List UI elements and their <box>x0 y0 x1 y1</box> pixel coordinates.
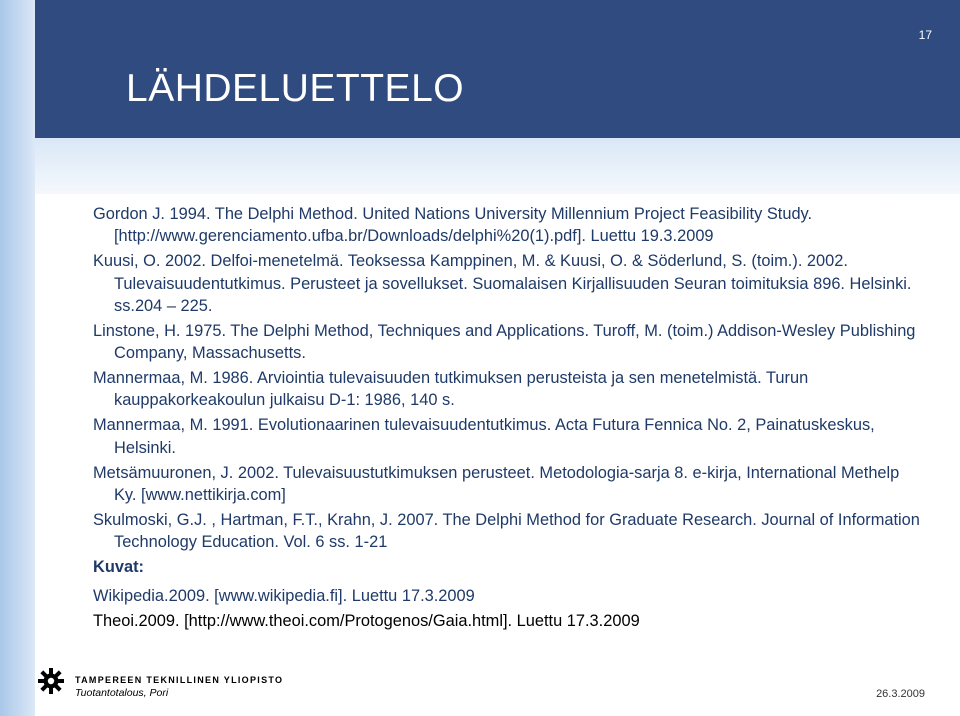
images-heading: Kuvat: <box>93 558 144 577</box>
image-source-item: Theoi.2009. [http://www.theoi.com/Protogenos/Gaia.html]. Luettu 17.3.2009 <box>93 611 640 630</box>
image-source-item: Wikipedia.2009. [www.wikipedia.fi]. Luettu 17.3.2009 <box>93 586 475 605</box>
reference-item: Skulmoski, G.J. , Hartman, F.T., Krahn, J. 2007. The Delphi Method for Graduate Research. Journal of Information Technology Education. Vol. 6 ss. 1-21 <box>93 510 920 552</box>
reference-item: Linstone, H. 1975. The Delphi Method, Techniques and Applications. Turoff, M. (toim.) Addison-Wesley Publishing Company, Massachusetts. <box>93 321 916 363</box>
reference-item: Kuusi, O. 2002. Delfoi-menetelmä. Teoksessa Kamppinen, M. & Kuusi, O. & Söderlund, S. (toim.). 2002. Tulevaisuudentutkimus. Perusteet ja sovellukset. Suomalaisen Kirjallisuuden Seuran toimituksia 896. Helsinki. ss.204 – 225. <box>93 252 912 315</box>
footer-date: 26.3.2009 <box>876 688 925 700</box>
footer-university: TAMPEREEN TEKNILLINEN YLIOPISTO <box>75 675 284 685</box>
left-decor-strip <box>0 0 35 716</box>
reference-item: Mannermaa, M. 1986. Arviointia tulevaisuuden tutkimuksen perusteista ja sen menetelmistä. Turun kauppakorkeakoulun julkaisu D-1: 1986, 140 s. <box>93 369 809 410</box>
footer-department: Tuotantotalous, Pori <box>75 687 169 699</box>
reference-item: Gordon J. 1994. The Delphi Method. United Nations University Millennium Project Feasibility Study. [http://www.gerenciamento.ufba.br/Downloads/delphi%20(1).pdf]. Luettu 19.3.2009 <box>93 205 813 246</box>
page-number: 17 <box>918 28 932 42</box>
reference-item: Mannermaa, M. 1991. Evolutionaarinen tulevaisuudentutkimus. Acta Futura Fennica No. 2, Painatuskeskus, Helsinki. <box>93 416 875 457</box>
reference-item: Metsämuuronen, J. 2002. Tulevaisuustutkimuksen perusteet. Metodologia-sarja 8. e-kirja, International Methelp Ky. [www.nettikirja.com] <box>93 463 900 504</box>
title-subband <box>35 138 960 194</box>
slide-title: LÄHDELUETTELO <box>126 67 465 110</box>
reference-list <box>93 203 923 635</box>
gear-logo-icon <box>37 667 65 695</box>
